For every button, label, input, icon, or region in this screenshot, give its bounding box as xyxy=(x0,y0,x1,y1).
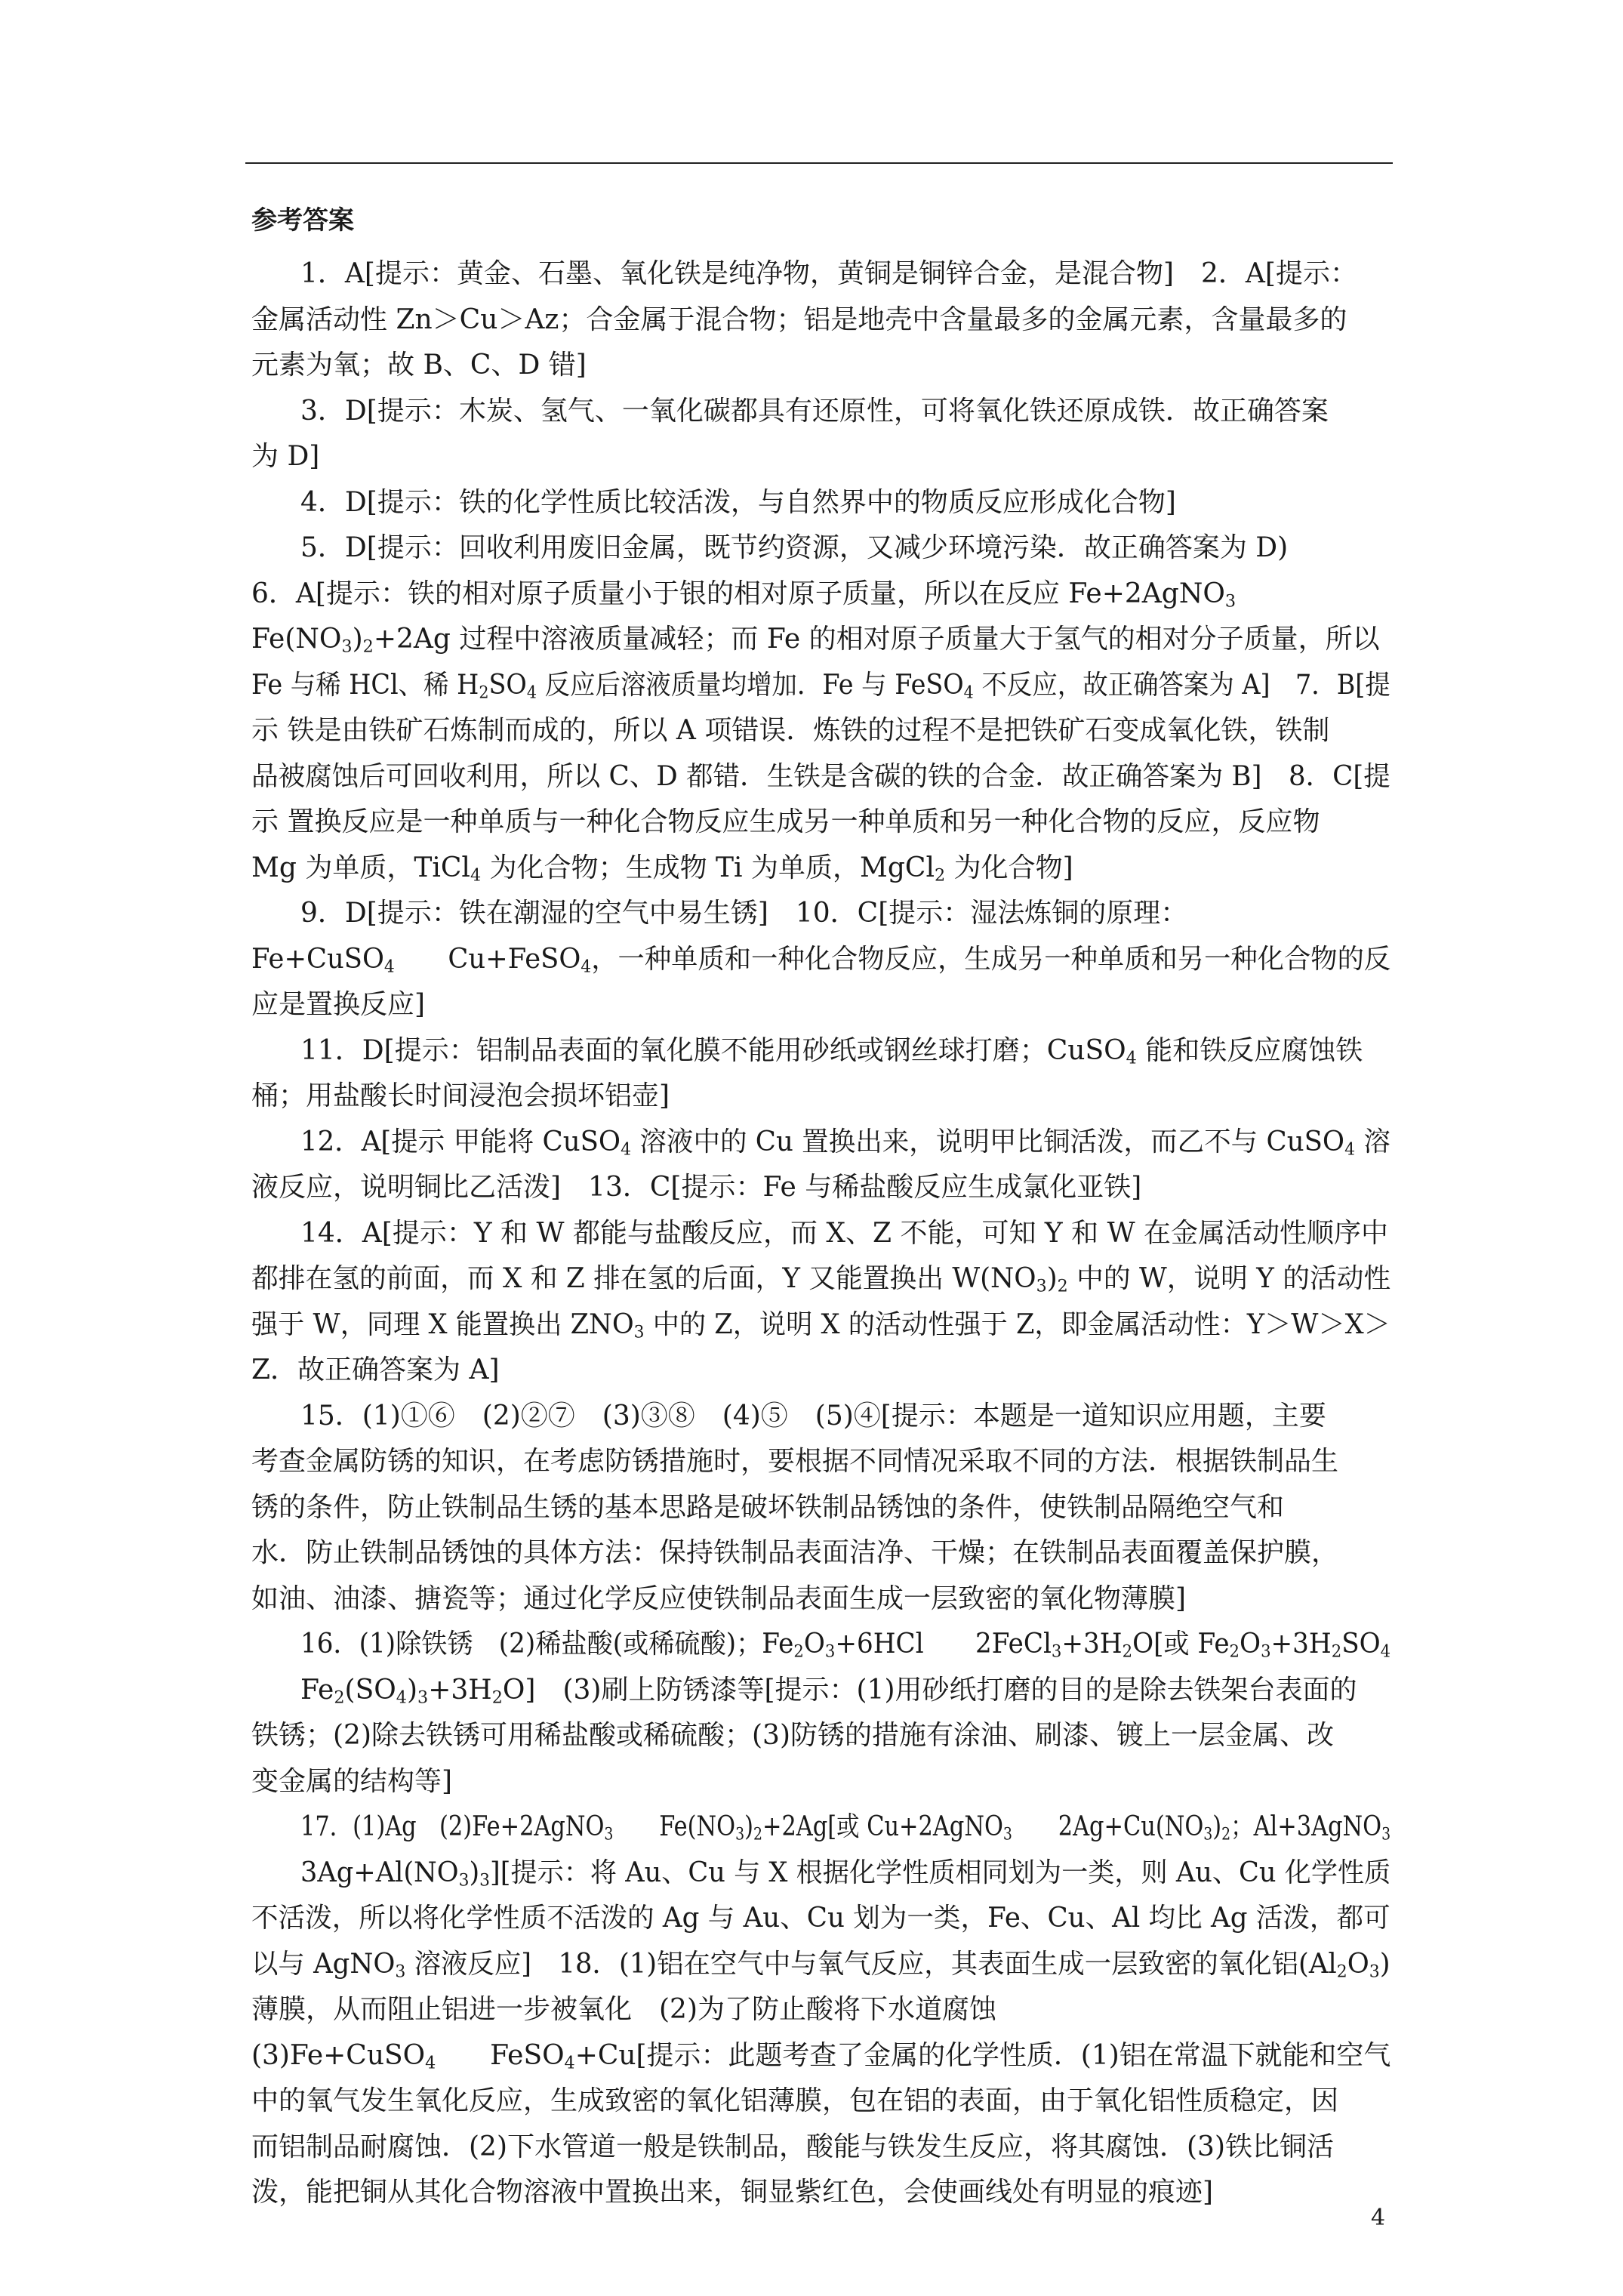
text-line: 中的氧气发生氧化反应，生成致密的氧化铝薄膜，包在铝的表面，由于氧化铝性质稳定，因 xyxy=(251,2085,1339,2116)
text-line: Fe+CuSO$_4$ Cu+FeSO$_4$，一种单质和一种化合物反应，生成另一种单质和另一种化合物的反 xyxy=(251,943,1391,977)
text-line: 变金属的结构等] xyxy=(251,1765,453,1797)
section-heading: 参考答案 xyxy=(251,205,354,236)
text-line: 12．A[提示 甲能将 CuSO$_4$ 溶液中的 Cu 置换出来，说明甲比铜活泼，而乙不与 CuSO$_4$ 溶 xyxy=(300,1126,1390,1160)
text-line: 3．D[提示：木炭、氢气、一氧化碳都具有还原性，可将氧化铁还原成铁．故正确答案 xyxy=(300,395,1329,427)
text-line: 都排在氢的前面，而 X 和 Z 排在氢的后面，Y 又能置换出 $W(NO_3)_2$ 中的 W，说明 Y 的活动性 xyxy=(251,1263,1391,1296)
text-line: $Fe_2(SO_4)_3+3H_2O$] (3)刷上防锈漆等[提示：(1)用砂纸打磨的目的是除去铁架台表面的 xyxy=(300,1674,1357,1708)
text-line: 4．D[提示：铁的化学性质比较活泼，与自然界中的物质反应形成化合物] xyxy=(300,486,1176,518)
text-line: 锈的条件，防止铁制品生锈的基本思路是破坏铁制品锈蚀的条件，使铁制品隔绝空气和 xyxy=(251,1491,1285,1523)
text-line: 应是置换反应] xyxy=(251,989,426,1020)
text-line: 以与 AgNO$_3$ 溶液反应] 18．(1)铝在空气中与氧气反应，其表面生成一层致密的氧化铝$(Al_2O_3)$ xyxy=(251,1948,1390,1982)
text-line: 1．A[提示：黄金、石墨、氧化铁是纯净物，黄铜是铜锌合金，是混合物] 2．A[提示： xyxy=(300,258,1357,289)
text-line: 如油、油漆、搪瓷等；通过化学反应使铁制品表面生成一层致密的氧化物薄膜] xyxy=(251,1583,1187,1614)
text-line: 11．D[提示：铝制品表面的氧化膜不能用砂纸或钢丝球打磨；CuSO$_4$ 能和铁反应腐蚀铁 xyxy=(300,1034,1363,1068)
text-line: 元素为氧；故 B、C、D 错] xyxy=(251,350,587,381)
text-line: 15．(1)①⑥ (2)②⑦ (3)③⑧ (4)⑤ (5)④[提示：本题是一道知识应用题，主要 xyxy=(300,1400,1326,1432)
text-line: 不活泼，所以将化学性质不活泼的 Ag 与 Au、Cu 划为一类，Fe、Cu、Al 均比 Ag 活泼，都可 xyxy=(251,1903,1390,1934)
page-number: 4 xyxy=(1371,2205,1386,2231)
text-line: 考查金属防锈的知识，在考虑防锈措施时，要根据不同情况采取不同的方法．根据铁制品生 xyxy=(251,1446,1339,1477)
text-line: 5．D[提示：回收利用废旧金属，既节约资源，又减少环境污染．故正确答案为 D) xyxy=(300,532,1289,563)
text-line: Z．故正确答案为 A] xyxy=(251,1354,500,1385)
text-line: 金属活动性 Zn＞Cu＞Az；合金属于混合物；铝是地壳中含量最多的金属元素，含量最多的 xyxy=(251,304,1347,335)
text-line: 16．(1)除铁锈 (2)稀盐酸(或稀硫酸)；$Fe_2O_3+6HCl$ $2FeCl_3+3H_2O$[或 $Fe_2O_3+3H_2SO_4$ xyxy=(300,1629,1391,1662)
text-line: $Fe(NO_3)_2+2Ag$ 过程中溶液质量减轻；而 Fe 的相对原子质量大于氢气的相对分子质量，所以 xyxy=(251,624,1380,657)
text-line: 6．A[提示：铁的相对原子质量小于银的相对原子质量，所以在反应 Fe+2AgNO$_3$ xyxy=(251,578,1236,612)
text-line: 品被腐蚀后可回收利用，所以 C、D 都错．生铁是含碳的铁的合金．故正确答案为 B] 8．C[提 xyxy=(251,760,1390,792)
text-line: 示 置换反应是一种单质与一种化合物反应生成另一种单质和另一种化合物的反应，反应物 xyxy=(251,806,1320,837)
text-line: $3Ag+Al(NO_3)_3$][提示：将 Au、Cu 与 X 根据化学性质相同划为一类，则 Au、Cu 化学性质 xyxy=(300,1857,1391,1891)
text-line: 9．D[提示：铁在潮湿的空气中易生锈] 10．C[提示：湿法炼铜的原理： xyxy=(300,898,1188,929)
text-line: 泼，能把铜从其化合物溶液中置换出来，铜显紫红色，会使画线处有明显的痕迹] xyxy=(251,2177,1214,2208)
text-line: 水．防止铁制品锈蚀的具体方法：保持铁制品表面洁净、干燥；在铁制品表面覆盖保护膜， xyxy=(251,1537,1339,1568)
text-line: 而铝制品耐腐蚀．(2)下水管道一般是铁制品，酸能与铁发生反应，将其腐蚀．(3)铁比铜活 xyxy=(251,2131,1334,2162)
text-line: 桶；用盐酸长时间浸泡会损坏铝壶] xyxy=(251,1080,670,1111)
text-line: Fe 与稀 HCl、稀 $H_2SO_4$ 反应后溶液质量均增加．Fe 与 FeSO$_4$ 不反应，故正确答案为 A] 7．B[提 xyxy=(251,669,1390,703)
text-line: 强于 W，同理 X 能置换出 $ZNO_3$ 中的 Z，说明 X 的活动性强于 Z，即金属活动性：Y＞W＞X＞ xyxy=(251,1308,1390,1342)
header-rule xyxy=(245,162,1393,164)
text-line: 为 D] xyxy=(251,441,320,472)
text-line: (3)Fe+CuSO$_4$ FeSO$_4$+Cu[提示：此题考查了金属的化学性质．(1)铝在常温下就能和空气 xyxy=(251,2039,1391,2073)
text-line: 液反应，说明铜比乙活泼] 13．C[提示：Fe 与稀盐酸反应生成氯化亚铁] xyxy=(251,1172,1142,1203)
text-line: 铁锈；(2)除去铁锈可用稀盐酸或稀硫酸；(3)防锈的措施有涂油、刷漆、镀上一层金属、改 xyxy=(251,1720,1334,1751)
text-line: 薄膜，从而阻止铝进一步被氧化 (2)为了防止酸将下水道腐蚀 xyxy=(251,1994,996,2025)
text-line: 14．A[提示：Y 和 W 都能与盐酸反应，而 X、Z 不能，可知 Y 和 W 在金属活动性顺序中 xyxy=(300,1217,1389,1249)
text-line: Mg 为单质，TiCl$_4$ 为化合物；生成物 Ti 为单质，MgCl$_2$ 为化合物] xyxy=(251,852,1073,886)
text-line: 17．(1)Ag (2)Fe+2AgNO$_3$ $Fe(NO_3)_2+2Ag$[或 Cu+2AgNO$_3$ $2Ag+Cu(NO_3)_2$；Al+3AgNO$_3$ xyxy=(300,1811,1391,1845)
text-line: 示 铁是由铁矿石炼制而成的，所以 A 项错误．炼铁的过程不是把铁矿石变成氧化铁，铁制 xyxy=(251,715,1330,746)
